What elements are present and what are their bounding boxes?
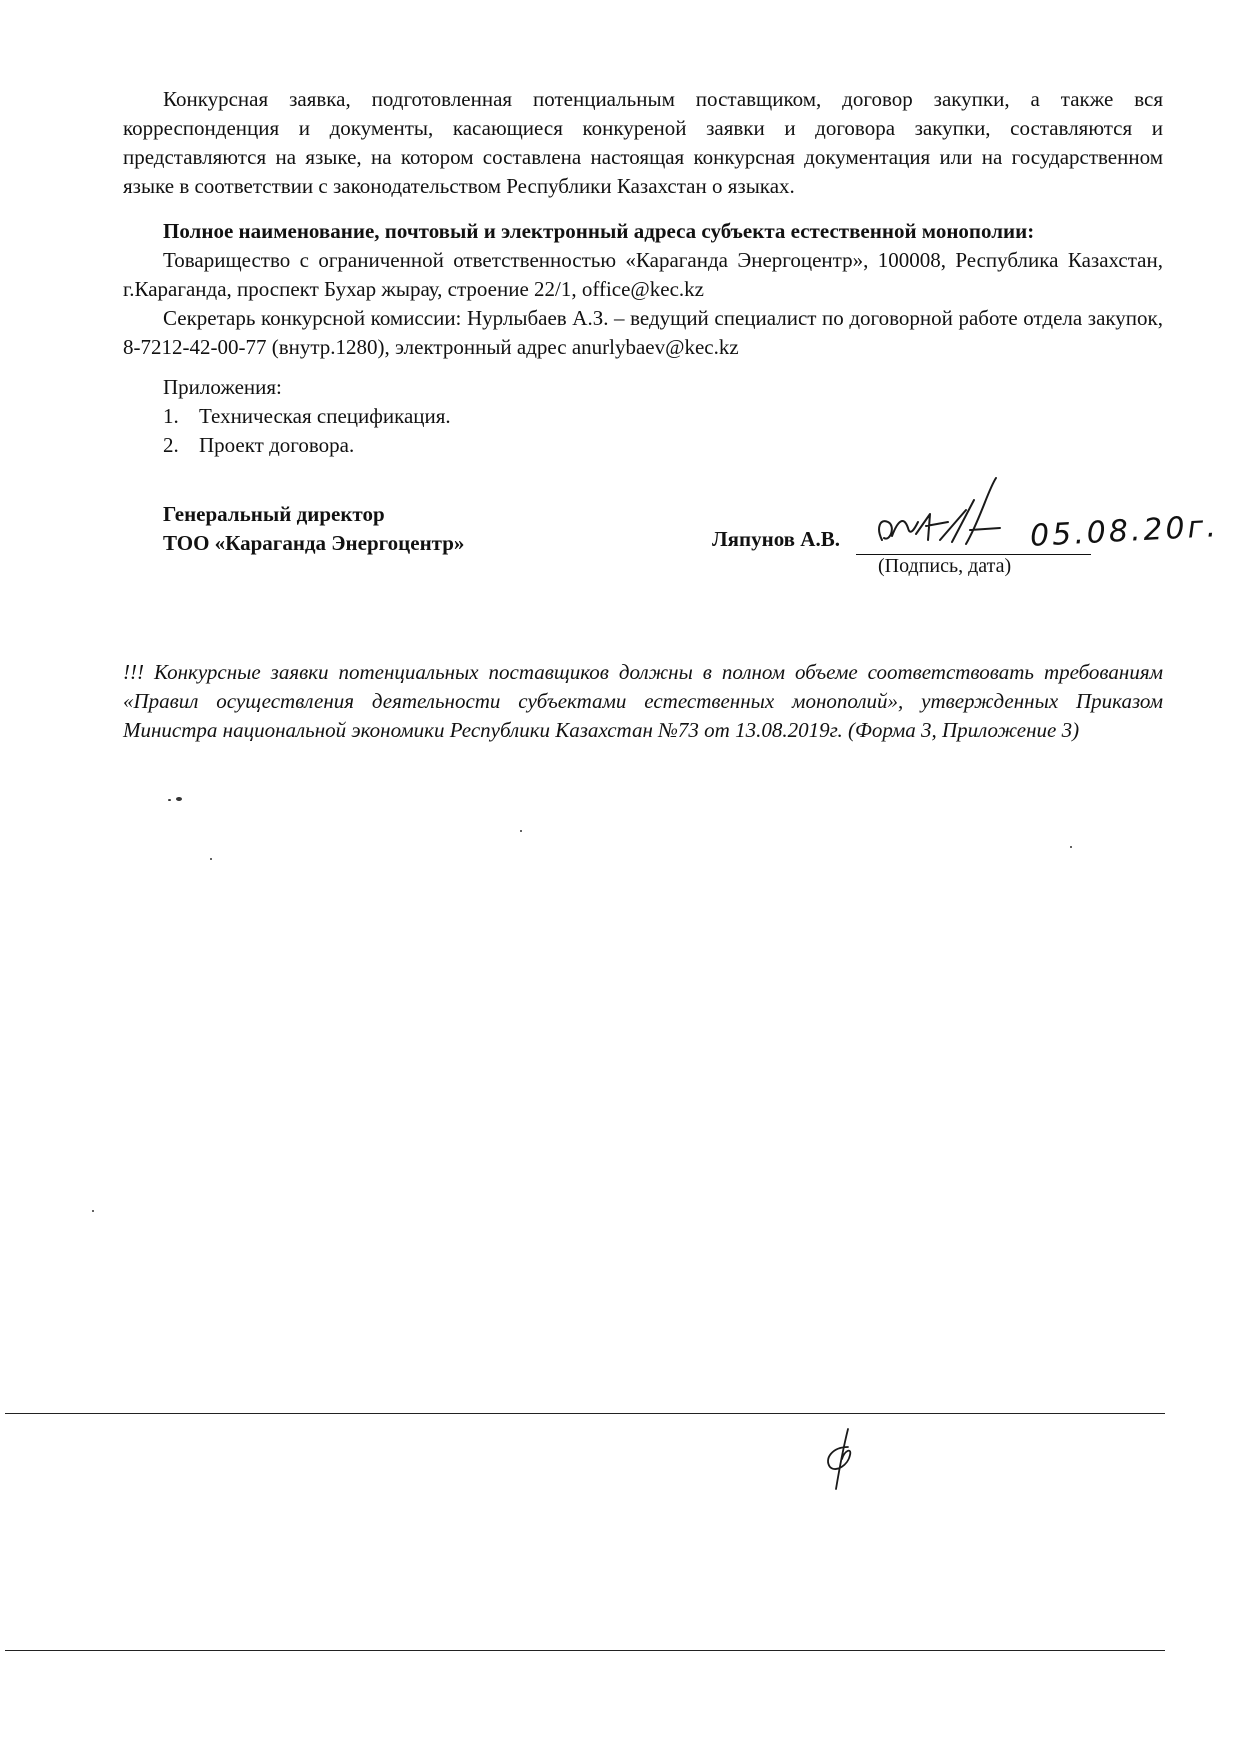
scan-speck	[168, 799, 171, 801]
appendices-section	[123, 373, 1163, 460]
signatory-name: Ляпунов А.В.	[712, 527, 840, 551]
commission-secretary: Секретарь конкурсной комиссии: Нурлыбаев А.З. – ведущий специалист по договорной работе отдела закупок, 8-7212-42-00-77 (внутр.1280), электронный адрес anurlybaev@kec.kz	[123, 306, 1163, 359]
appendix-number: 2.	[163, 433, 179, 457]
footnote-block	[123, 658, 1163, 745]
appendix-item	[163, 402, 1163, 431]
scan-speck	[176, 797, 182, 801]
appendix-text: Проект договора.	[199, 433, 355, 457]
requirements-footnote: !!! Конкурсные заявки потенциальных поставщиков должны в полном объеме соответствовать требованиям «Правил осуществления деятельности субъектами естественных монополий», утвержденных Приказом Министра национальной экономики Республики Казахстан №73 от 13.08.2019г. (Форма 3, Приложение 3)	[123, 660, 1163, 742]
language-paragraph: Конкурсная заявка, подготовленная потенциальным поставщиком, договор закупки, а также вся корреспонденция и документы, касающиеся конкуреной заявки и договора закупки, составляются и представляются на языке, на котором составлена настоящая конкурсная документация или на государственном языке в соответствии с законодательством Республики Казахстан о языках.	[123, 87, 1163, 198]
page-initials	[818, 1425, 868, 1495]
monopoly-heading: Полное наименование, почтовый и электронный адреса субъекта естественной монополии:	[163, 219, 1035, 243]
scan-speck	[92, 1210, 94, 1212]
appendix-item	[163, 431, 1163, 460]
signatory-position	[163, 500, 464, 558]
language-paragraph-block	[123, 85, 1163, 201]
scan-speck	[210, 858, 212, 860]
signature-caption: (Подпись, дата)	[878, 555, 1012, 577]
monopoly-section	[123, 217, 1163, 362]
scan-speck	[520, 830, 522, 832]
appendices-list	[123, 402, 1163, 460]
signatory-organization: ТОО «Караганда Энергоцентр»	[163, 531, 465, 555]
signatory-title: Генеральный директор	[163, 502, 385, 526]
footer-divider	[5, 1650, 1165, 1651]
handwritten-signature	[870, 470, 1030, 560]
handwritten-date: 05.08.20г.	[1029, 509, 1220, 554]
scan-speck	[1070, 846, 1072, 848]
appendix-number: 1.	[163, 404, 179, 428]
appendix-text: Техническая спецификация.	[199, 404, 451, 428]
footer-divider	[5, 1413, 1165, 1414]
monopoly-address: Товарищество с ограниченной ответственностью «Караганда Энергоцентр», 100008, Республика Казахстан, г.Караганда, проспект Бухар жырау, строение 22/1, office@kec.kz	[123, 248, 1163, 301]
appendices-heading: Приложения:	[163, 375, 282, 399]
